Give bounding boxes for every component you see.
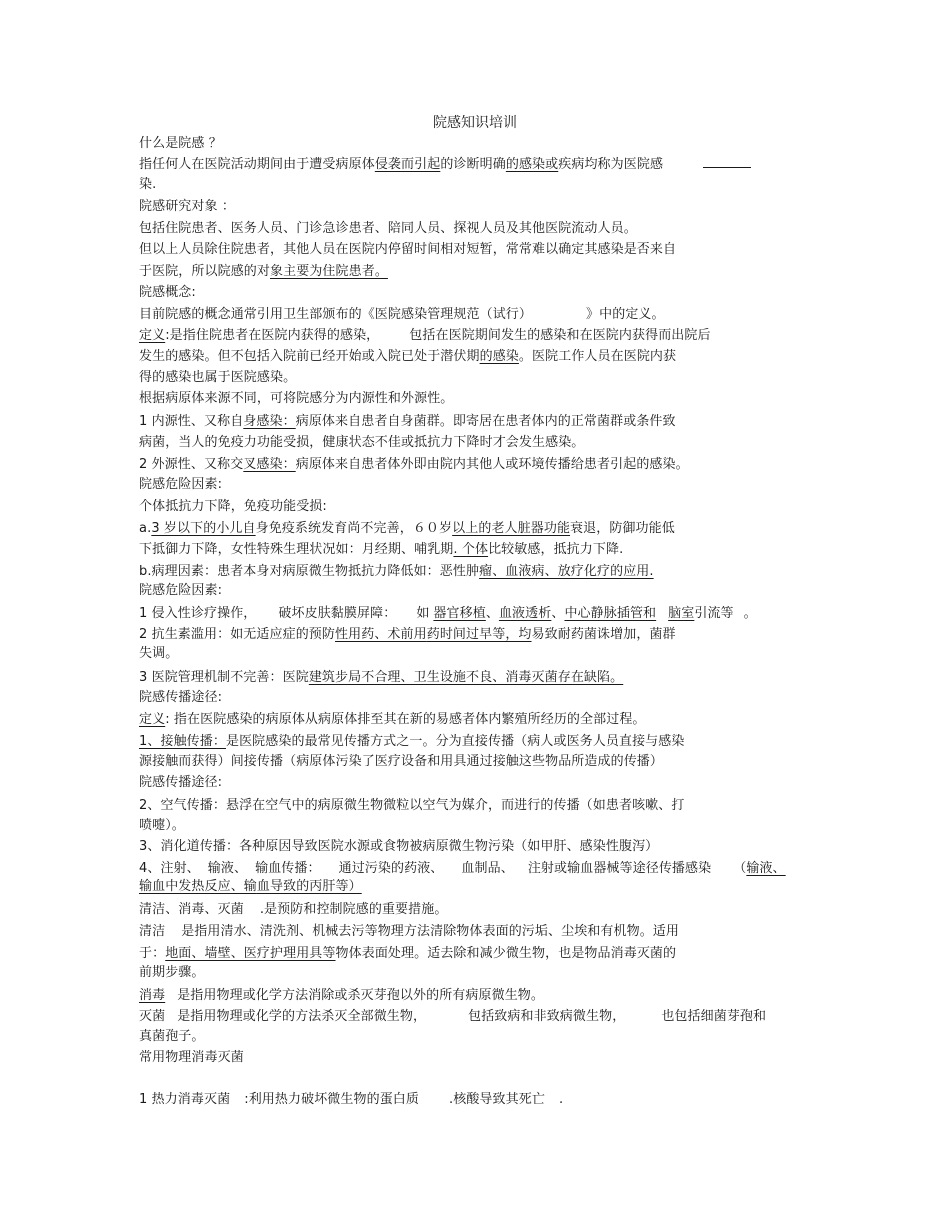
- text-span: 4、注射、: [139, 861, 200, 876]
- text-span: 2 外源性、又称交: [139, 457, 244, 472]
- text-span: 得的感染也属于医院感染。: [139, 370, 297, 385]
- underlined-text: . 个体: [453, 542, 489, 557]
- text-span: 指任何人在医院活动期间由于遭受病原体: [139, 157, 375, 172]
- text-span: 是指用物理或化学的方法杀灭全部微生物，: [177, 1009, 427, 1024]
- underlined-text: 象主要为住院患者。: [270, 264, 388, 279]
- text-span: ６０岁: [412, 521, 453, 536]
- text-span: 易致耐药菌诛增加，菌群: [531, 627, 676, 642]
- text-line: [139, 305, 665, 325]
- heading-text: 院感传播途径:: [139, 775, 223, 790]
- underlined-text: 器官移植: [433, 606, 486, 621]
- heading-text: 院感研究对象 ：: [139, 199, 235, 214]
- text-line: [139, 877, 362, 897]
- heading-text: 院感概念:: [139, 285, 196, 300]
- text-span: 清洁: [139, 924, 166, 939]
- text-span: 病原体来自患者体外即由院内其他人或环境传播给患者引起的感染。: [295, 457, 689, 472]
- document-title: 院感知识培训: [433, 115, 517, 131]
- text-span: :利用热力破坏微生物的蛋白质: [244, 1092, 419, 1107]
- text-span: .是预防和控制院感的重要措施。: [259, 902, 448, 917]
- text-span: 也包括细菌芽孢和: [661, 1009, 767, 1024]
- text-line: [139, 710, 646, 730]
- text-span: : 指在医院感染的病原体从病原体排至其在新的易感者体内繁殖所经历的全部过程。: [165, 712, 646, 727]
- heading-text: 常用物理消毒灭菌: [139, 1050, 244, 1065]
- text-span: 个体抵抗力下降，免疫功能受损:: [139, 499, 327, 514]
- text-line: [139, 752, 663, 772]
- underlined-text: 的感染或: [505, 157, 559, 172]
- text-line: [139, 389, 453, 409]
- underlined-text: 建筑步局不合理、卫生设施不良、消毒灭菌存在缺陷。: [308, 670, 624, 685]
- text-span: 是指用物理或化学方法消除或杀灭芽孢以外的所有病原微生物。: [177, 988, 545, 1003]
- text-span: （: [733, 861, 747, 876]
- text-span: .核酸导致其死亡: [449, 1092, 545, 1107]
- text-span: 如: [416, 606, 430, 621]
- text-line: [139, 240, 676, 260]
- text-span: 通过污染的药液、: [338, 861, 444, 876]
- text-line: [139, 816, 185, 836]
- text-line: [139, 134, 222, 154]
- text-span: 比较敏感，抵抗力下降.: [488, 542, 624, 557]
- underlined-text: 中心静脉插管和: [564, 606, 657, 621]
- underlined-text: 输液、: [746, 861, 786, 876]
- text-line: [139, 219, 637, 239]
- text-line: [139, 900, 447, 920]
- text-span: a.: [139, 521, 152, 536]
- text-span: 疾病均称为医院感: [558, 157, 664, 172]
- text-span: 是指用清水、清洗剂、机械去污等物理方法清除物体表面的污垢、尘埃和有机物。适用: [181, 924, 680, 939]
- underlined-text: 消毒: [139, 988, 166, 1003]
- text-span: 发生的感染。但不包括入院前已经开始或入院已处于潜伏期: [139, 349, 480, 364]
- underlined-text: 以上的老人脏器功能: [452, 521, 571, 536]
- heading-text: 什么是院感 ？: [139, 136, 222, 151]
- underlined-text: 1、接触传播：: [139, 734, 226, 749]
- text-line: [139, 283, 196, 303]
- text-span: 、: [551, 606, 565, 621]
- text-span: 1 热力消毒灭菌: [139, 1092, 231, 1107]
- text-span: 灭菌: [139, 1009, 166, 1024]
- text-span: 引流等: [694, 606, 734, 621]
- text-line: [139, 837, 658, 857]
- text-line: [139, 644, 178, 664]
- underlined-text: 血导致的丙肝等）: [256, 879, 362, 894]
- text-span: 。: [743, 606, 757, 621]
- text-line: [139, 368, 296, 388]
- text-span: 真菌孢子。: [139, 1029, 205, 1044]
- text-span: 病原体来自患者自身菌群。即寄居在患者体内的正常菌群或条件致: [295, 414, 676, 429]
- text-line: [139, 412, 676, 432]
- underlined-text: 定义: [139, 712, 166, 727]
- text-span: 源接触而获得）间接传播（病原体污染了医疗设备和用具通过接触这些物品所造成的传播）: [139, 754, 664, 769]
- text-line: [139, 497, 327, 517]
- text-line: [139, 455, 689, 475]
- text-line: [139, 922, 679, 942]
- text-line: [139, 963, 205, 983]
- text-line: [139, 562, 668, 582]
- text-line: [139, 1007, 766, 1027]
- text-span: :是指住院患者在医院内获得的感染，: [165, 328, 380, 343]
- text-line: [139, 1048, 244, 1068]
- underlined-text: 脑室: [668, 606, 695, 621]
- text-line: [139, 475, 222, 495]
- text-span: b.病理因素：患者本身对病原微生物抵抗力降低如：恶性肿: [139, 564, 480, 579]
- text-line: [139, 625, 676, 645]
- text-span: 包括致病和非致病微生物，: [468, 1009, 626, 1024]
- text-line: [139, 773, 222, 793]
- text-span: 注射或输血器械等途径传播感染: [527, 861, 712, 876]
- text-span: .: [558, 1092, 564, 1107]
- text-span: 前期步骤。: [139, 965, 205, 980]
- underlined-text: 输血中发热反应、输: [139, 879, 257, 894]
- text-span: 是医院感染的最常见传播方式之一。分为直接传播（病人或医务人员直接与感染: [225, 734, 685, 749]
- text-span: 1 侵入性诊疗操作，: [139, 606, 257, 621]
- text-line: [139, 581, 222, 601]
- heading-text: 院感危险因素:: [139, 583, 223, 598]
- text-line: [139, 519, 675, 539]
- text-line: [139, 155, 751, 175]
- text-span: 血制品、: [461, 861, 514, 876]
- underlined-text: 瘤、血液病、放疗化疗的应用.: [479, 564, 654, 579]
- text-line: [139, 688, 222, 708]
- text-span: 输血传播：: [255, 861, 321, 876]
- underlined-text: 药时间过早等，均: [426, 627, 532, 642]
- heading-text: 院感传播途径:: [139, 690, 223, 705]
- text-span: 身免疫系统发育尚不完善，: [255, 521, 413, 536]
- text-span: 》中的定义。: [586, 307, 665, 322]
- text-line: [139, 262, 416, 282]
- text-span: 。医院工作人员在医院内获: [518, 349, 677, 364]
- text-span: 的诊断明确: [440, 157, 506, 172]
- underlined-text: 血液透析: [498, 606, 552, 621]
- blank-underline: [703, 155, 751, 168]
- text-span: 包括在医院期间发生的感染和在医院内获得而出院后: [409, 328, 711, 343]
- underlined-text: 定义: [139, 328, 166, 343]
- text-span: 根据病原体来源不同，可将院感分为内源性和外源性。: [139, 391, 454, 406]
- text-span: 2、空气传播：悬浮在空气中的病原微生物微粒以空气为媒介，而进行的传播（如患者咳嗽、打: [139, 798, 685, 813]
- text-span: 于：: [139, 946, 166, 961]
- underlined-text: 身感染：: [243, 414, 296, 429]
- text-line: [139, 175, 156, 195]
- text-span: 目前院感的概念通常引用卫生部颁布的《医院感染管理规范（试行）: [139, 307, 533, 322]
- text-span: 2 抗生素滥用：如无适应症的预防: [139, 627, 336, 642]
- text-line: [139, 986, 544, 1006]
- text-span: 物体表面处理。适去除和减少微生物，也是物品消毒灭菌的: [335, 946, 677, 961]
- text-line: [139, 859, 786, 879]
- underlined-text: 地面、墙壁、医疗护理用具等: [165, 946, 336, 961]
- text-span: 包括住院患者、医务人员、门诊急诊患者、陪同人员、探视人员及其他医院流动人员。: [139, 221, 637, 236]
- text-line: [139, 326, 711, 346]
- text-span: 3、消化道传播：各种原因导致医院水源或食物被病原微生物污染（如甲肝、感染性腹泻）: [139, 839, 659, 854]
- underlined-text: 性用药、术前用: [335, 627, 427, 642]
- underlined-text: 的感染: [479, 349, 519, 364]
- text-line: [139, 1027, 205, 1047]
- text-span: 1 内源性、又称自: [139, 414, 244, 429]
- text-span: 病菌，当人的免疫力功能受损，健康状态不佳或抵抗力下降时才会发生感染。: [139, 435, 585, 450]
- text-span: 清洁、消毒、灭菌: [139, 902, 244, 917]
- text-span: 下抵御力下降，女性特殊生理状况如：月经期、哺乳期: [139, 542, 454, 557]
- text-span: 衰退，防御功能低: [570, 521, 675, 536]
- underlined-text: 侵袭而引起: [374, 157, 441, 172]
- text-line: [139, 540, 623, 560]
- text-span: 破坏皮肤黏膜屏障：: [278, 606, 397, 621]
- underlined-text: 叉感染：: [243, 457, 296, 472]
- text-line: [139, 1090, 563, 1110]
- text-line: [139, 732, 685, 752]
- text-line: [139, 197, 235, 217]
- text-span: 、: [485, 606, 499, 621]
- text-span: 染.: [139, 177, 157, 192]
- text-line: [139, 944, 676, 964]
- text-span: 但以上人员除住院患者，其他人员在医院内停留时间相对短暂，常常难以确定其感染是否来自: [139, 242, 677, 257]
- text-span: 3 医院管理机制不完善：医院: [139, 670, 309, 685]
- text-line: [139, 347, 676, 367]
- text-line: [139, 604, 757, 624]
- text-line: [139, 796, 684, 816]
- underlined-text: 3 岁以下的小儿自: [151, 521, 256, 536]
- text-span: 失调。: [139, 646, 179, 661]
- text-span: 于医院，所以院感的对: [139, 264, 271, 279]
- heading-text: 院感危险因素:: [139, 477, 223, 492]
- text-line: [139, 668, 679, 688]
- text-line: [139, 433, 584, 453]
- text-span: 喷嚏）。: [139, 818, 185, 833]
- text-span: 输液、: [207, 861, 248, 876]
